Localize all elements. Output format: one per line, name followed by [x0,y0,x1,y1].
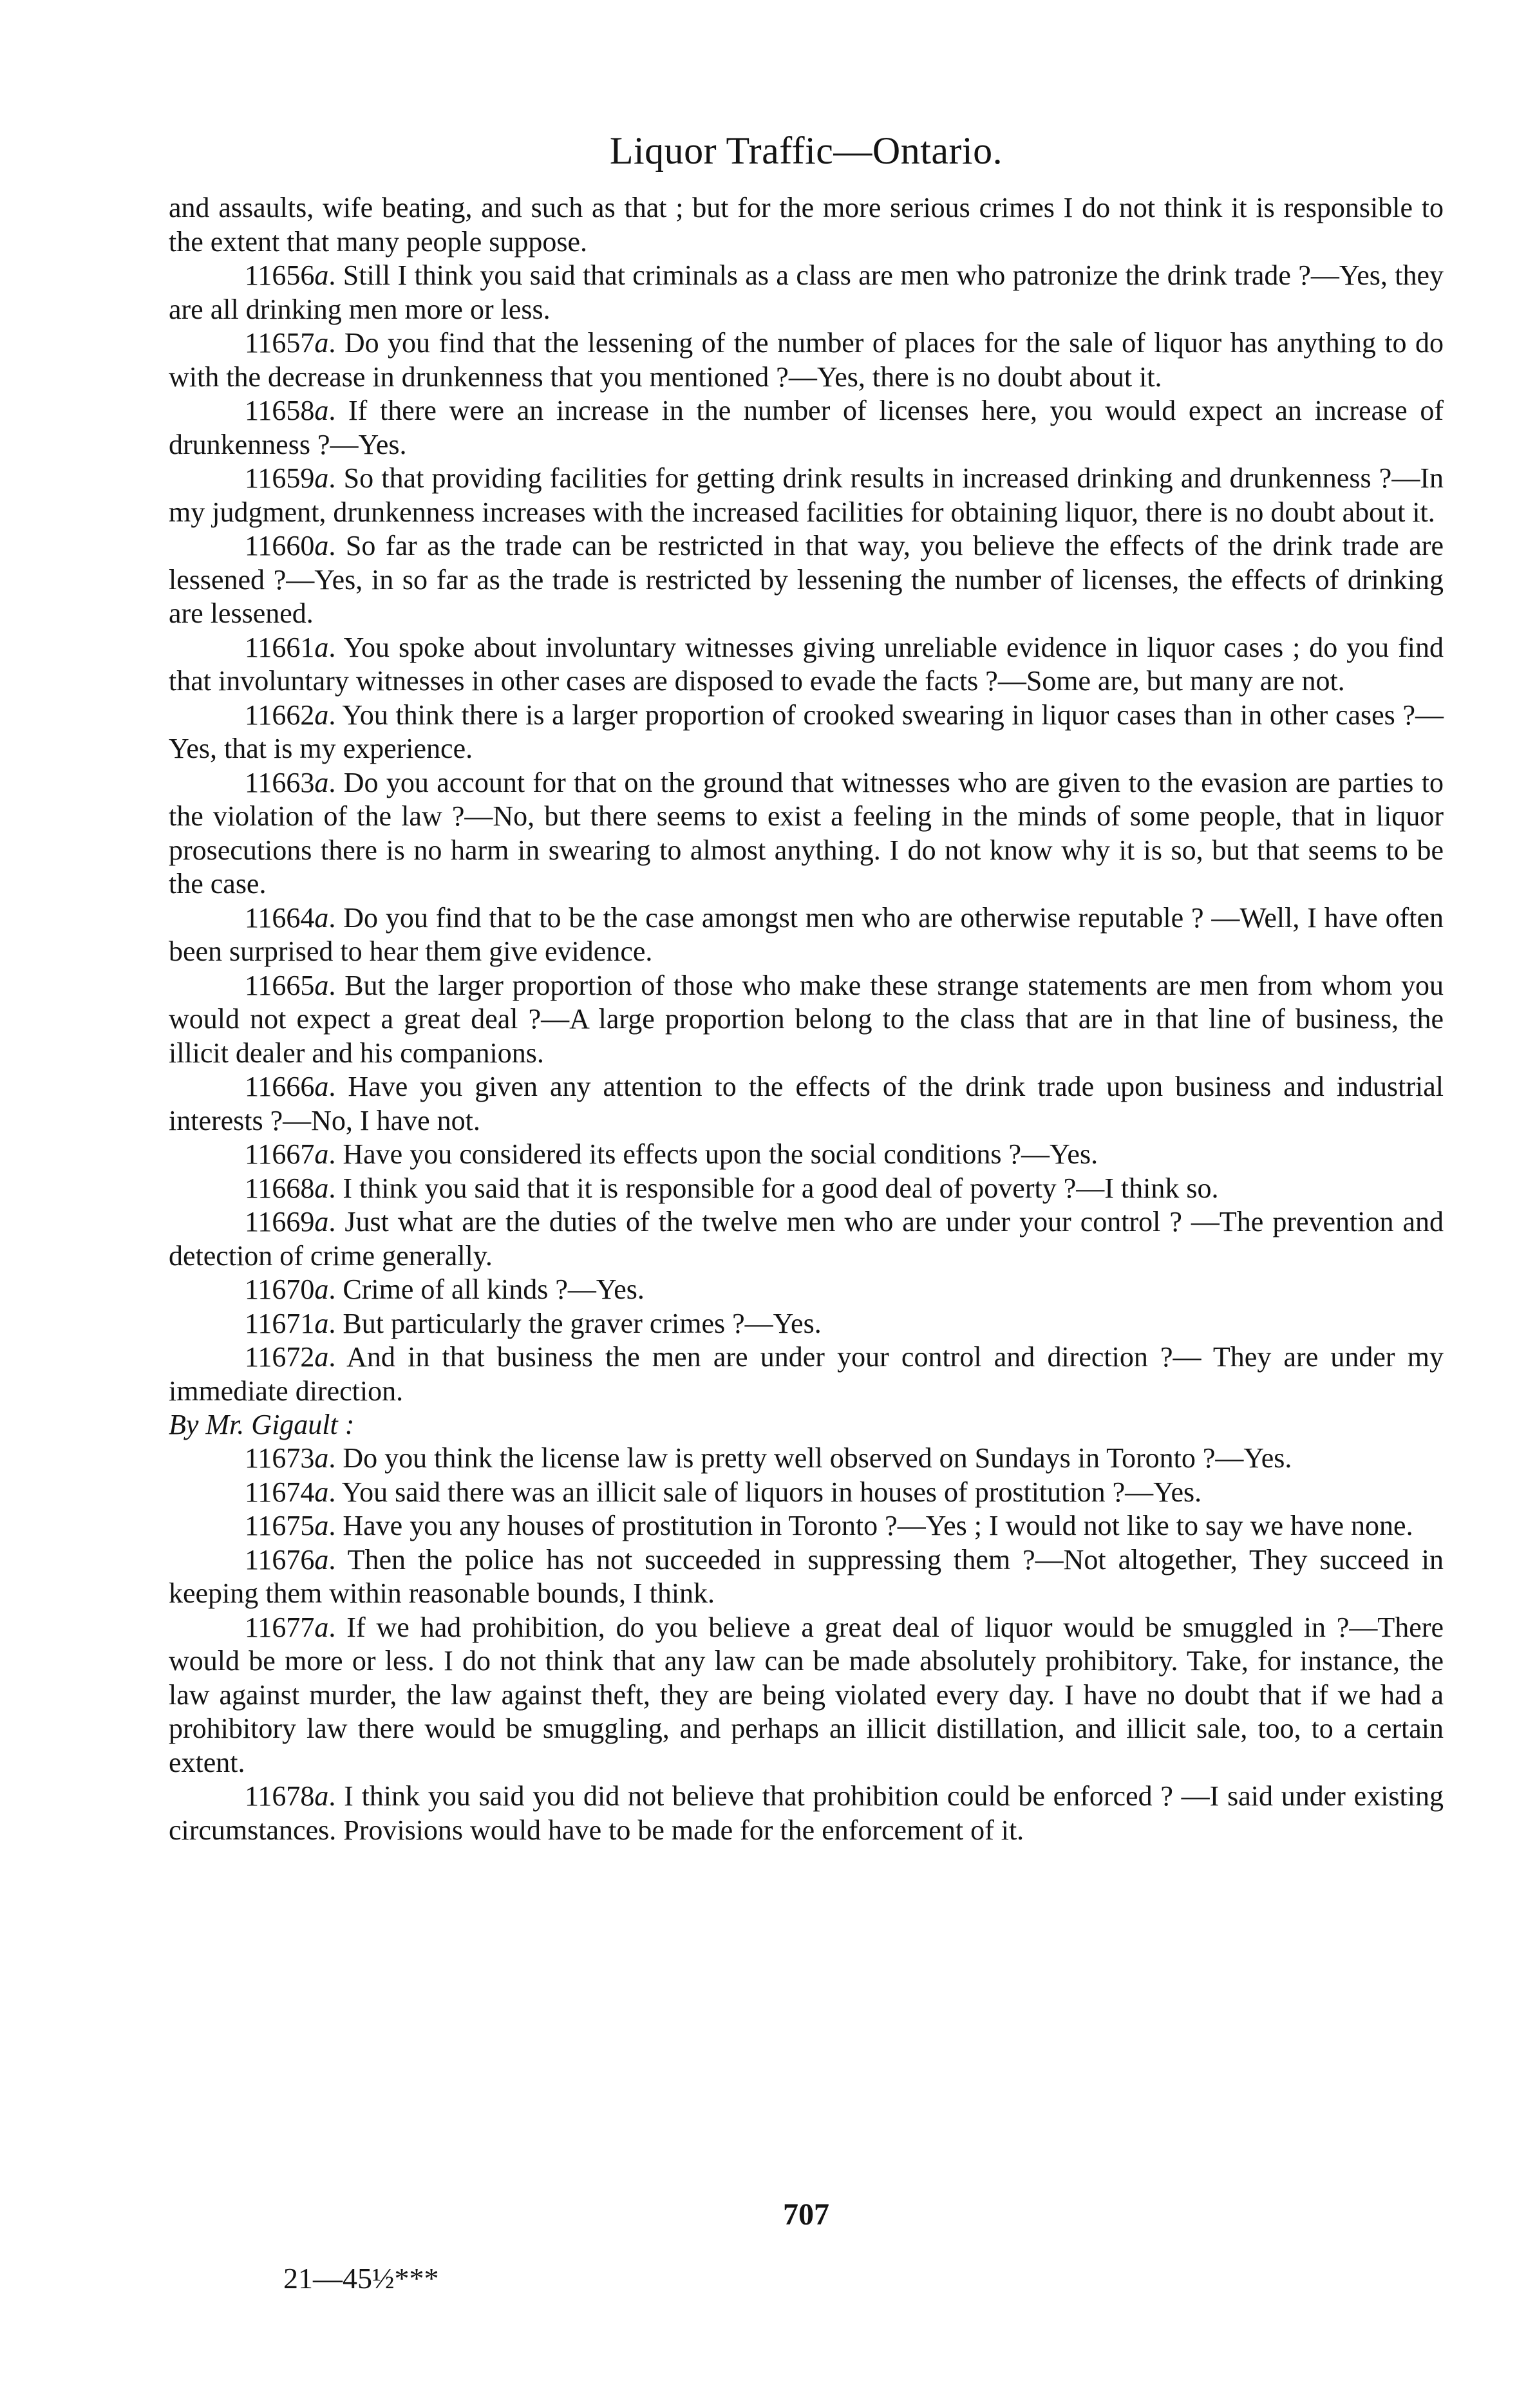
question-number: 11673 [245,1442,315,1474]
question-suffix: a [314,901,329,934]
question-text: Just what are the duties of the twelve men who are under your control ? —The prevention and detection of crime generally. [169,1206,1444,1272]
question-paragraph: 11663a. Do you account for that on the ground that witnesses who are given to the evasion are parties to the violation of the law ?—No, but there seems to exist a feeling in the minds of some people, that in liquor prosecutions there is no harm in swearing to almost anything. I do not know why it is so, but that seems to be the case. [169,766,1444,899]
question-number: 11660 [245,530,315,561]
question-suffix: a [314,1543,329,1576]
question-text: Still I think you said that criminals as a class are men who patronize the drink trade ?—Yes, they are all drinking men more or less. [169,259,1444,325]
question-number: 11672 [245,1341,315,1373]
question-text: So far as the trade can be restricted in that way, you believe the effects of the drink trade are lessened ?—Yes, in so far as the trade is restricted by lessening the number of licenses, the effects of drinking are lessened. [169,530,1444,629]
question-suffix: a [314,766,329,798]
question-text: I think you said that it is responsible for a good deal of poverty ?—I think so. [343,1172,1219,1204]
question-number: 11658 [245,395,315,426]
question-paragraph: 11676a. Then the police has not succeeded in suppressing them ?—Not altogether, They succeed in keeping them within reasonable bounds, I think. [169,1543,1444,1609]
question-number: 11675 [245,1510,315,1541]
question-text: Do you find that the lessening of the number of places for the sale of liquor has anything to do with the decrease in drunkenness that you mentioned ?—Yes, there is no doubt about it. [169,327,1444,393]
question-text: Crime of all kinds ?—Yes. [343,1274,645,1305]
question-suffix: a [314,462,329,494]
question-paragraph: 11675a. Have you any houses of prostitution in Toronto ?—Yes ; I would not like to say we have none. [245,1510,1413,1541]
question-number: 11665 [245,969,315,1001]
question-number: 11659 [245,462,315,494]
question-text: Then the police has not succeeded in suppressing them ?—Not altogether, They succeed in keeping them within reasonable bounds, I think. [169,1543,1444,1609]
question-text: If there were an increase in the number of licenses here, you would expect an increase of drunkenness ?—Yes. [169,395,1444,460]
testimony-part-1 [169,259,1444,1408]
question-suffix: a [314,1611,329,1643]
question-suffix: a [314,1138,329,1170]
question-number: 11677 [245,1611,315,1643]
question-text: You think there is a larger proportion of crooked swearing in liquor cases than in other cases ?—Yes, that is my experience. [169,699,1444,764]
question-number: 11666 [245,1071,315,1102]
question-paragraph: 11677a. If we had prohibition, do you believe a great deal of liquor would be smuggled in ?—There would be more or less. I do not think that any law can be made absolutely prohibitory. Take, for instance, the law against murder, the law against theft, they are being violated every day. I have no doubt that if we had a prohibitory law there would be smuggling, and perhaps an illicit distillation, and illicit sale, too, to a certain extent. [169,1611,1444,1778]
question-suffix: a [314,1206,329,1237]
question-text: You spoke about involuntary witnesses giving unreliable evidence in liquor cases ; do you find that involuntary witnesses in other cases are disposed to evade the facts ?—Some are, but many are not. [169,631,1444,697]
question-paragraph: 11667a. Have you considered its effects upon the social conditions ?—Yes. [245,1138,1098,1170]
question-paragraph: 11658a. If there were an increase in the number of licenses here, you would expect an increase of drunkenness ?—Yes. [169,395,1444,460]
question-text: So that providing facilities for getting drink results in increased drinking and drunkenness ?—In my judgment, drunkenness increases with the increased facilities for obtaining liquor, there is no doubt about it. [169,462,1444,528]
question-suffix: a [314,969,329,1001]
question-paragraph: 11660a. So far as the trade can be restricted in that way, you believe the effects of the drink trade are lessened ?—Yes, in so far as the trade is restricted by lessening the number of licenses, the effects of drinking are lessened. [169,530,1444,629]
question-paragraph: 11656a. Still I think you said that criminals as a class are men who patronize the drink trade ?—Yes, they are all drinking men more or less. [169,259,1444,325]
question-suffix: a [314,395,329,426]
question-number: 11671 [245,1307,315,1339]
question-text: And in that business the men are under your control and direction ?— They are under my immediate direction. [169,1341,1444,1407]
question-number: 11667 [245,1138,315,1170]
question-paragraph: 11670a. Crime of all kinds ?—Yes. [245,1274,645,1305]
question-paragraph: 11671a. But particularly the graver crimes ?—Yes. [245,1307,822,1339]
question-suffix: a [314,1307,329,1339]
question-number: 11669 [245,1206,315,1237]
question-suffix: a [314,1274,329,1305]
question-number: 11668 [245,1172,315,1204]
question-number: 11663 [245,766,315,798]
question-text: Have you considered its effects upon the social conditions ?—Yes. [343,1138,1098,1170]
question-paragraph: 11669a. Just what are the duties of the twelve men who are under your control ? —The prevention and detection of crime generally. [169,1206,1444,1272]
question-number: 11678 [245,1780,315,1812]
question-suffix: a [314,1071,329,1102]
question-text: Do you think the license law is pretty well observed on Sundays in Toronto ?—Yes. [343,1442,1292,1474]
question-suffix: a [314,1510,329,1541]
question-number: 11657 [245,327,315,359]
question-paragraph: 11662a. You think there is a larger proportion of crooked swearing in liquor cases than in other cases ?—Yes, that is my experience. [169,699,1444,764]
question-number: 11661 [245,631,315,663]
question-suffix: a [314,1172,329,1204]
question-paragraph: 11659a. So that providing facilities for getting drink results in increased drinking and drunkenness ?—In my judgment, drunkenness increases with the increased facilities for obtaining liquor, there is no doubt about it. [169,462,1444,528]
question-paragraph: 11672a. And in that business the men are under your control and direction ?— They are under my immediate direction. [169,1341,1444,1407]
question-suffix: a [314,1442,329,1474]
question-suffix: a [314,1476,329,1508]
speaker-heading: By Mr. Gigault : [169,1409,355,1440]
running-head: Liquor Traffic—Ontario. [609,129,1003,172]
signature-mark: 21—45½*** [283,2262,439,2295]
question-paragraph: 11674a. You said there was an illicit sale of liquors in houses of prostitution ?—Yes. [245,1476,1202,1508]
document-page [169,103,1444,1847]
question-paragraph: 11657a. Do you find that the lessening of the number of places for the sale of liquor has anything to do with the decrease in drunkenness that you mentioned ?—Yes, there is no doubt about it. [169,327,1444,393]
question-number: 11670 [245,1274,315,1305]
question-suffix: a [314,1780,329,1812]
question-number: 11656 [245,259,315,291]
body-text [169,191,1444,1847]
question-text: But the larger proportion of those who make these strange statements are men from whom you would not expect a great deal ?—A large proportion belong to the class that are in that line of business, the illicit dealer and his companions. [169,969,1444,1069]
question-suffix: a [314,259,329,291]
question-text: If we had prohibition, do you believe a great deal of liquor would be smuggled in ?—There would be more or less. I do not think that any law can be made absolutely prohibitory. Take, for instance, the law against murder, the law against theft, they are being violated every day. I have no doubt that if we had a prohibitory law there would be smuggling, and perhaps an illicit distillation, and illicit sale, too, to a certain extent. [169,1611,1444,1778]
question-suffix: a [314,1341,329,1373]
opening-paragraph: and assaults, wife beating, and such as that ; but for the more serious crimes I do not think it is responsible to the extent that many people suppose. [169,192,1444,258]
testimony-part-2 [169,1442,1444,1847]
page-number: 707 [783,2197,829,2232]
question-suffix: a [314,631,329,663]
question-paragraph: 11664a. Do you find that to be the case amongst men who are otherwise reputable ? —Well, I have often been surprised to hear them give evidence. [169,901,1444,967]
question-suffix: a [314,327,329,359]
question-text: Do you find that to be the case amongst men who are otherwise reputable ? —Well, I have often been surprised to hear them give evidence. [169,901,1444,967]
question-text: Do you account for that on the ground that witnesses who are given to the evasion are parties to the violation of the law ?—No, but there seems to exist a feeling in the minds of some people, that in liquor prosecutions there is no harm in swearing to almost anything. I do not know why it is so, but that seems to be the case. [169,766,1444,899]
question-suffix: a [314,530,329,561]
question-text: You said there was an illicit sale of liquors in houses of prostitution ?—Yes. [341,1476,1202,1508]
question-text: Have you any houses of prostitution in Toronto ?—Yes ; I would not like to say we have none. [343,1510,1413,1541]
question-paragraph: 11666a. Have you given any attention to the effects of the drink trade upon business and industrial interests ?—No, I have not. [169,1071,1444,1136]
question-number: 11664 [245,901,315,934]
question-text: But particularly the graver crimes ?—Yes. [343,1307,822,1339]
question-number: 11674 [245,1476,315,1508]
question-text: Have you given any attention to the effects of the drink trade upon business and industrial interests ?—No, I have not. [169,1071,1444,1136]
question-paragraph: 11665a. But the larger proportion of those who make these strange statements are men from whom you would not expect a great deal ?—A large proportion belong to the class that are in that line of business, the illicit dealer and his companions. [169,969,1444,1069]
question-paragraph: 11668a. I think you said that it is responsible for a good deal of poverty ?—I think so. [245,1172,1219,1204]
question-number: 11662 [245,699,315,731]
question-text: I think you said you did not believe that prohibition could be enforced ? —I said under existing circumstances. Provisions would have to be made for the enforcement of it. [169,1780,1444,1846]
question-paragraph: 11678a. I think you said you did not believe that prohibition could be enforced ? —I said under existing circumstances. Provisions would have to be made for the enforcement of it. [169,1780,1444,1846]
question-suffix: a [314,699,329,731]
question-number: 11676 [245,1543,315,1576]
question-paragraph: 11661a. You spoke about involuntary witnesses giving unreliable evidence in liquor cases ; do you find that involuntary witnesses in other cases are disposed to evade the facts ?—Some are, but many are not. [169,631,1444,697]
question-paragraph: 11673a. Do you think the license law is pretty well observed on Sundays in Toronto ?—Yes. [245,1442,1292,1474]
